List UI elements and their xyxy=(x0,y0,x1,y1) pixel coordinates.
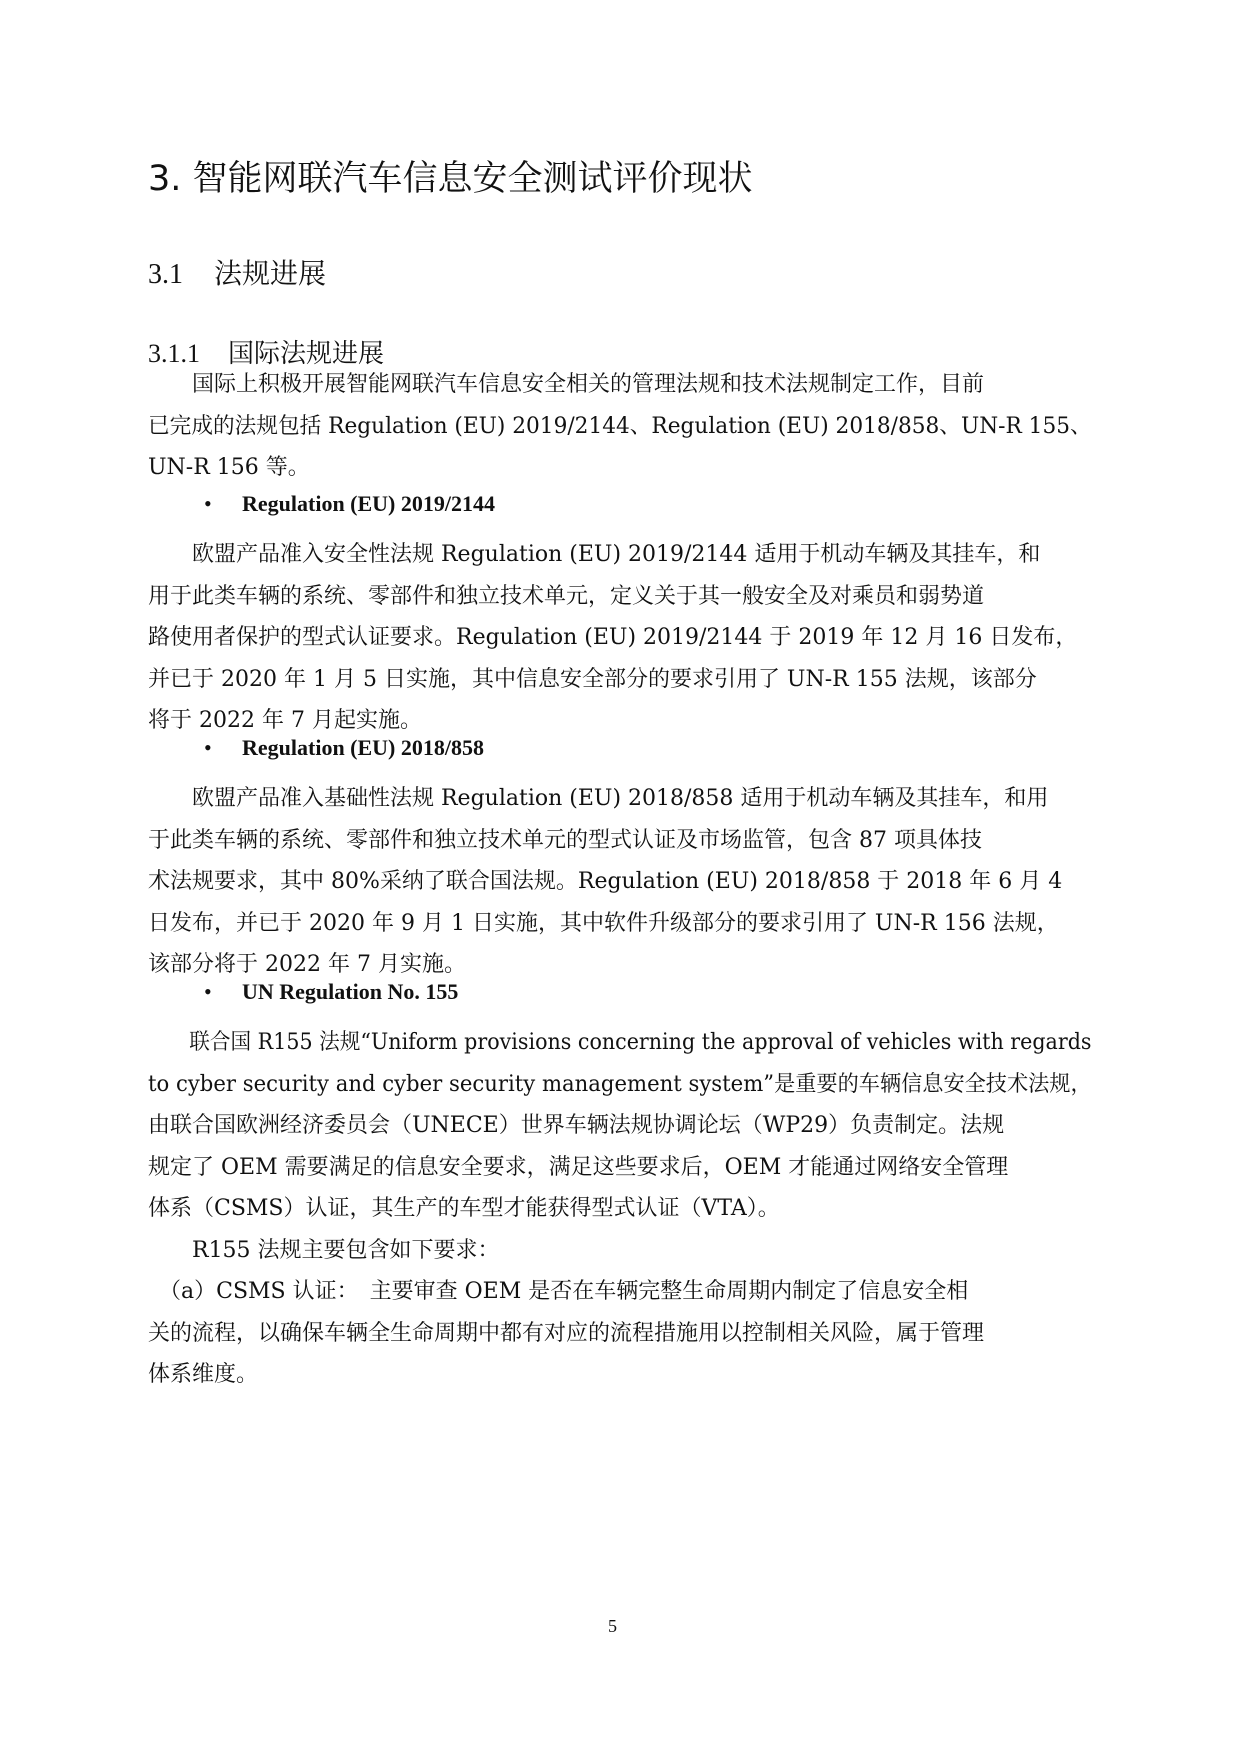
bullet-icon: • xyxy=(204,979,212,1004)
text-line: to cyber security and cyber security management system”是重要的车辆信息安全技术法规， xyxy=(148,1071,1092,1097)
text-line: 将于 2022 年 7 月起实施。 xyxy=(148,708,422,733)
text-line: R155 法规主要包含如下要求： xyxy=(148,1237,500,1263)
section-number: 3.1 xyxy=(148,259,183,290)
intro-paragraph xyxy=(148,364,1092,489)
bullet-title: Regulation (EU) 2018/858 xyxy=(242,735,484,760)
bullet-icon: • xyxy=(204,735,212,760)
section-title: 法规进展 xyxy=(214,257,327,290)
text-line: 已完成的法规包括 Regulation (EU) 2019/2144、Regulation (EU) 2018/858、UN-R 155、 xyxy=(148,413,1092,439)
text-line: 并已于 2020 年 1 月 5 日实施，其中信息安全部分的要求引用了 UN-R 155 法规，该部分 xyxy=(148,666,1037,692)
text-line: 该部分将于 2022 年 7 月实施。 xyxy=(148,952,466,977)
text-line: 欧盟产品准入基础性法规 Regulation (EU) 2018/858 适用于机动车辆及其挂车，和用 xyxy=(148,786,1049,811)
bullet-item xyxy=(204,974,458,1010)
paragraph xyxy=(148,534,1092,742)
text-line: 术法规要求，其中 80%采纳了联合国法规。Regulation (EU) 2018/858 于 2018 年 6 月 4 xyxy=(148,869,1063,894)
paragraph xyxy=(148,1022,1092,1396)
text-line: 关的流程，以确保车辆全生命周期中都有对应的流程措施用以控制相关风险，属于管理 xyxy=(148,1320,985,1346)
bullet-title: UN Regulation No. 155 xyxy=(242,979,459,1004)
bullet-item xyxy=(204,730,484,766)
text-line: 欧盟产品准入安全性法规 Regulation (EU) 2019/2144 适用于机动车辆及其挂车，和 xyxy=(148,542,1041,567)
paragraph xyxy=(148,778,1092,986)
text-line: 用于此类车辆的系统、零部件和独立技术单元，定义关于其一般安全及对乘员和弱势道 xyxy=(148,583,985,609)
text-line: 体系（CSMS）认证，其生产的车型才能获得型式认证（VTA）。 xyxy=(148,1196,780,1221)
page-number: 5 xyxy=(608,1616,617,1636)
text-line: 联合国 R155 法规“Uniform provisions concerning the approval of vehicles with regards xyxy=(148,1030,1092,1055)
bullet-title: Regulation (EU) 2019/2144 xyxy=(242,491,495,516)
text-line: 规定了 OEM 需要满足的信息安全要求，满足这些要求后，OEM 才能通过网络安全管理 xyxy=(148,1154,1009,1180)
subsection-title: 国际法规进展 xyxy=(228,339,385,369)
chapter-heading: 3. 智能网联汽车信息安全测试评价现状 xyxy=(148,159,753,199)
text-line: 由联合国欧洲经济委员会（UNECE）世界车辆法规协调论坛（WP29）负责制定。法规 xyxy=(148,1113,1005,1138)
bullet-icon: • xyxy=(204,491,212,516)
text-line: UN-R 156 等。 xyxy=(148,455,310,480)
text-line: （a）CSMS 认证： 主要审查 OEM 是否在车辆完整生命周期内制定了信息安全相 xyxy=(148,1279,969,1304)
text-line: 国际上积极开展智能网联汽车信息安全相关的管理法规和技术法规制定工作，目前 xyxy=(148,372,985,397)
text-line: 于此类车辆的系统、零部件和独立技术单元的型式认证及市场监管，包含 87 项具体技 xyxy=(148,827,982,853)
section-heading xyxy=(148,254,326,295)
bullet-item xyxy=(204,486,495,522)
text-line: 路使用者保护的型式认证要求。Regulation (EU) 2019/2144 于 2019 年 12 月 16 日发布， xyxy=(148,625,1078,650)
text-line: 日发布，并已于 2020 年 9 月 1 日实施，其中软件升级部分的要求引用了 UN-R 156 法规， xyxy=(148,910,1059,936)
text-line: 体系维度。 xyxy=(148,1362,259,1387)
subsection-number: 3.1.1 xyxy=(148,339,200,368)
